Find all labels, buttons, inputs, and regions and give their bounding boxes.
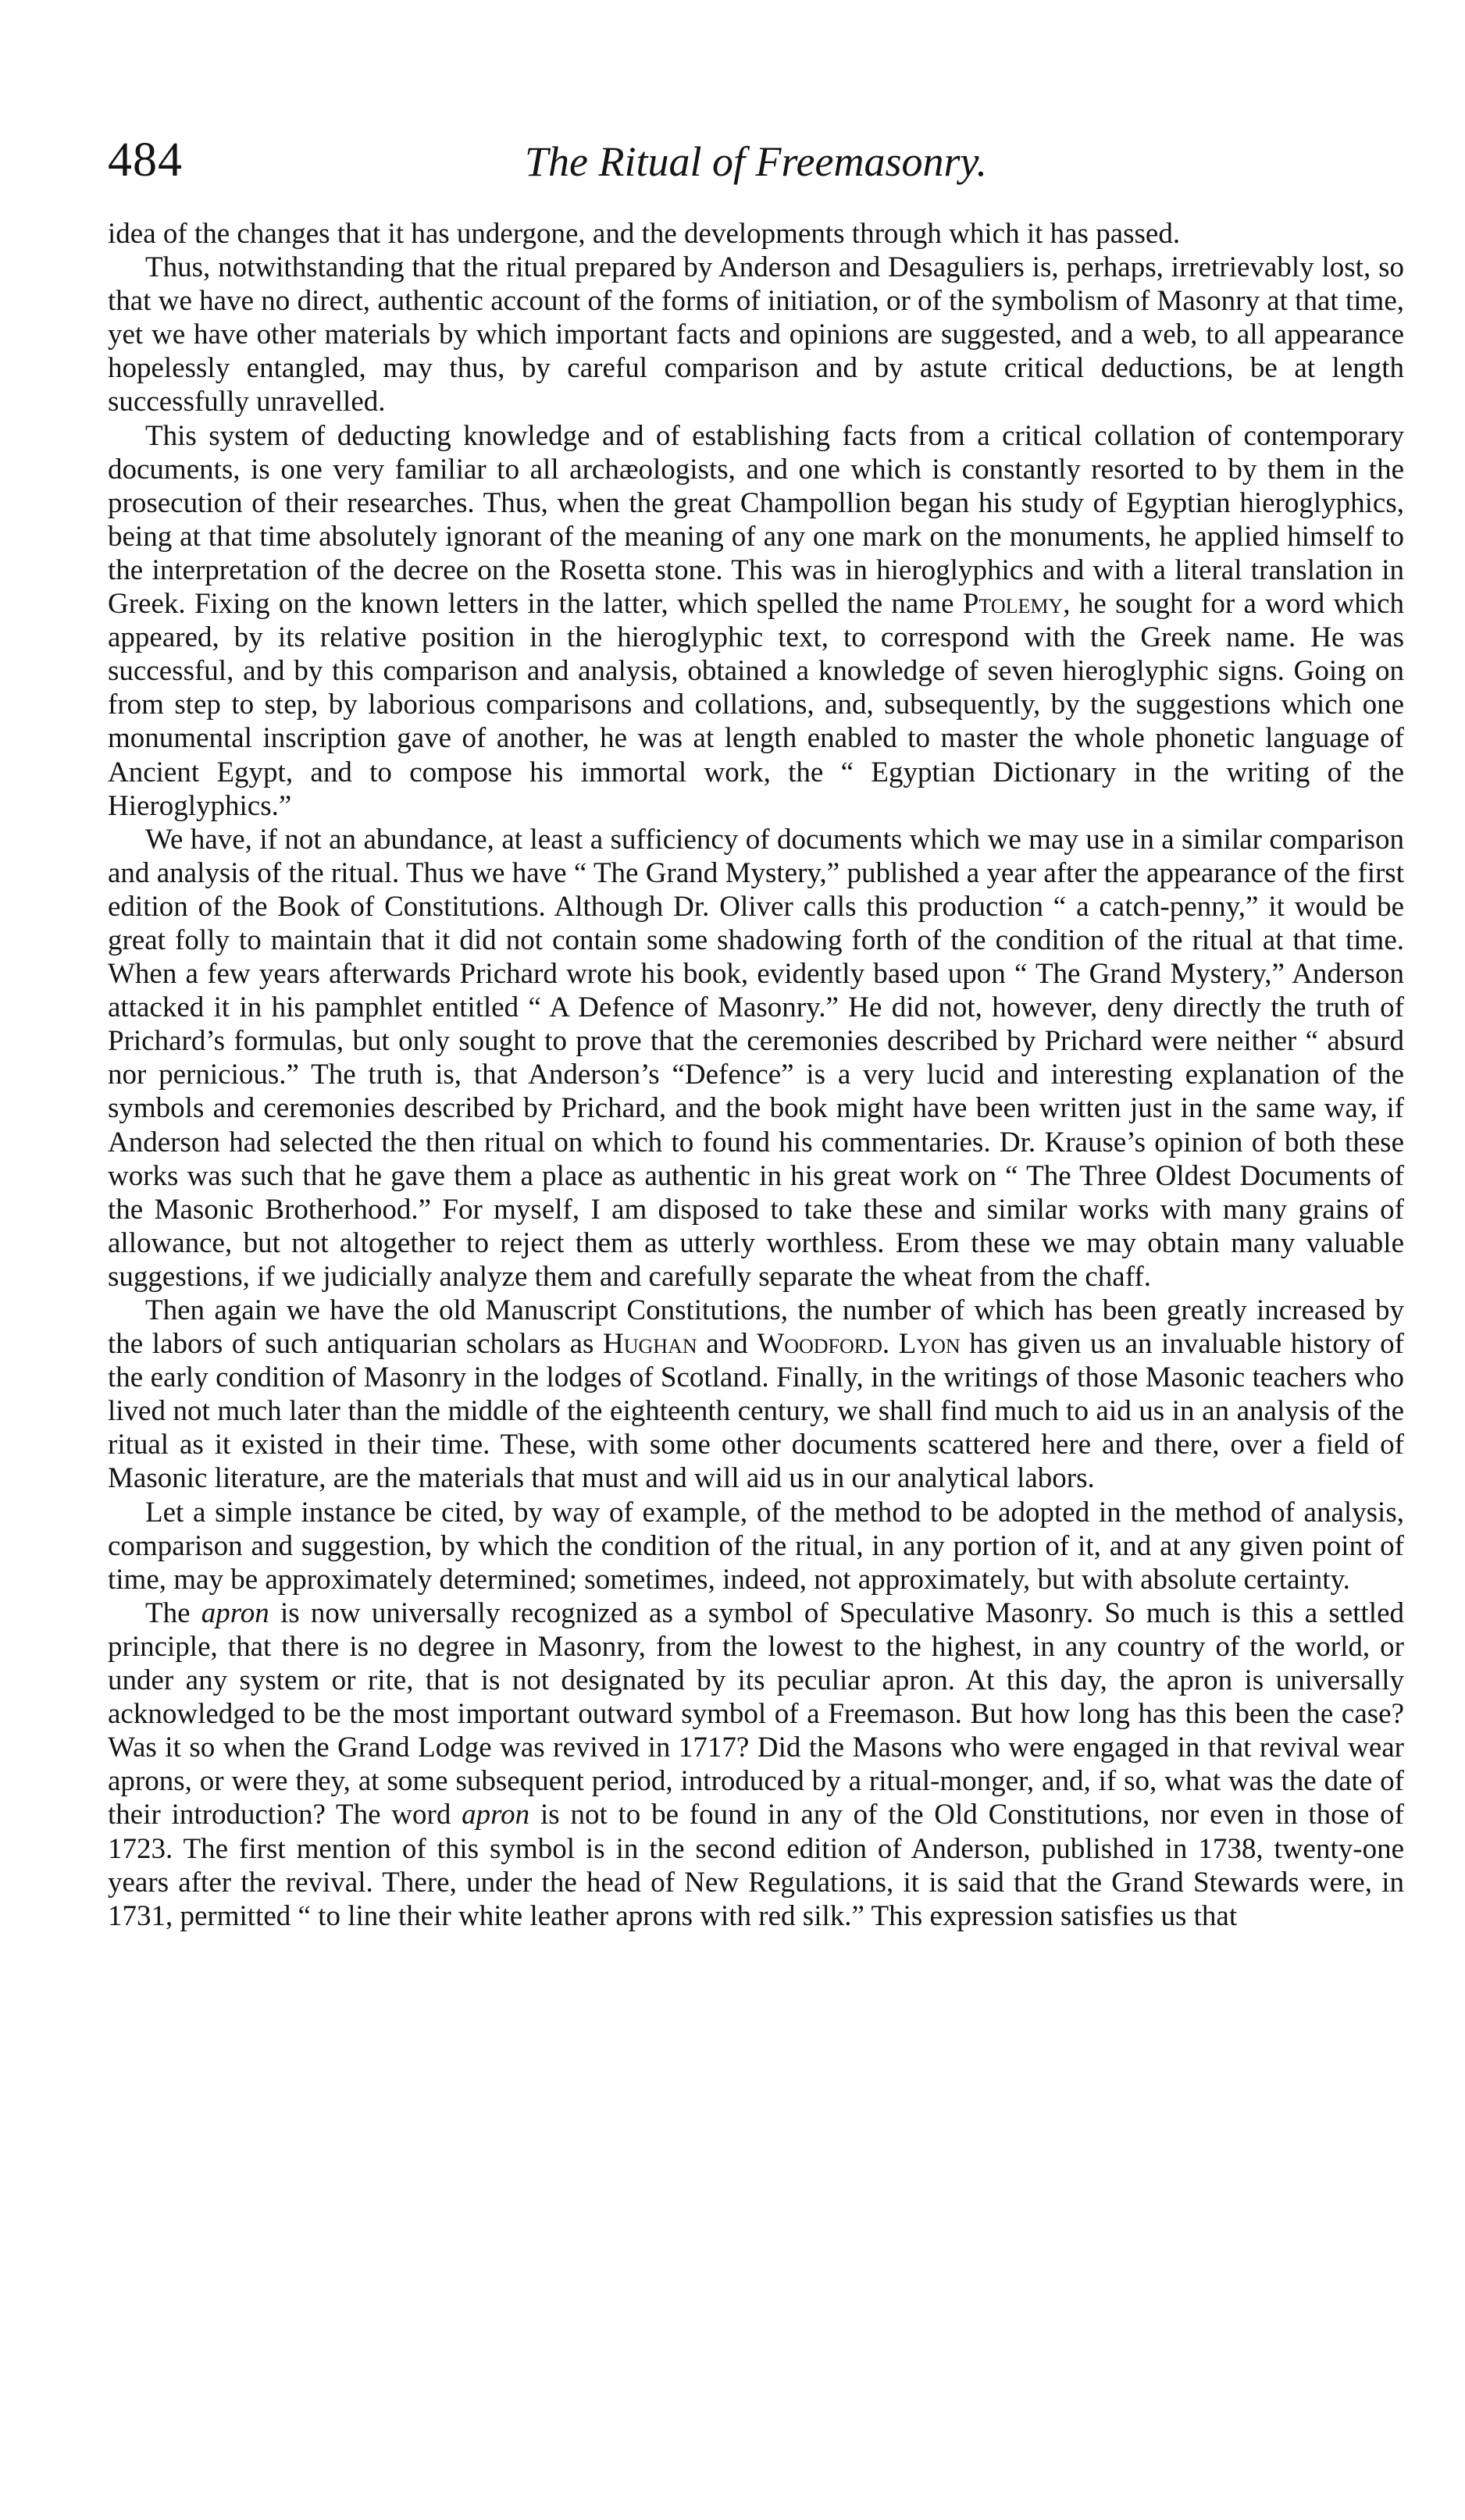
term-apron: apron <box>462 1799 530 1831</box>
paragraph-4: We have, if not an abundance, at least a sufficiency of documents which we may use in a similar comparison and analysis of the ritual. Thus we have “ The Grand Mystery,” published a year after the appearance of the first edition of the Book of Constitutions. Although Dr. Oliver calls this production “ a catch-penny,” it would be great folly to maintain that it did not contain some shadowing forth of the condition of the ritual at that time. When a few years afterwards Prichard wrote his book, evidently based upon “ The Grand Mystery,” Anderson attacked it in his pamphlet entitled “ A Defence of Masonry.” He did not, however, deny directly the truth of Prichard’s formulas, but only sought to prove that the ceremonies described by Prichard were neither “ absurd nor pernicious.” The truth is, that Anderson’s “Defence” is a very lucid and interesting explanation of the symbols and ceremonies described by Prichard, and the book might have been written just in the same way, if Anderson had selected the then ritual on which to found his commentaries. Dr. Krause’s opinion of both these works was such that he gave them a place as authentic in his great work on “ The Three Oldest Documents of the Masonic Brotherhood.” For myself, I am disposed to take these and similar works with many grains of allowance, but not altogether to reject them as utterly worthless. Erom these we may obtain many valuable suggestions, if we judicially analyze them and carefully separate the wheat from the chaff. <box>108 823 1404 1293</box>
paragraph-7: The apron is now universally recognized as a symbol of Speculative Masonry. So much is this a settled principle, that there is no degree in Masonry, from the lowest to the highest, in any country of the world, or under any system or rite, that is not designated by its peculiar apron. At this day, the apron is universally acknowledged to be the most important outward symbol of a Freemason. But how long has this been the case? Was it so when the Grand Lodge was revived in 1717? Did the Masons who were engaged in that revival wear aprons, or were they, at some subsequent period, introduced by a ritual-monger, and, if so, what was the date of their introduction? The word apron is not to be found in any of the Old Constitutions, nor even in those of 1723. The first mention of this symbol is in the second edition of Anderson, published in 1738, twenty-one years after the revival. There, under the head of New Regulations, it is said that the Grand Stewards were, in 1731, permitted “ to line their white leather aprons with red silk.” This expression satisfies us that <box>108 1596 1405 1932</box>
running-title: The Ritual of Freemasonry. <box>525 138 987 185</box>
name-lyon: Lyon <box>898 1328 961 1361</box>
running-head <box>108 133 1404 211</box>
paragraph-1: idea of the changes that it has undergone, and the developments through which it has passed. <box>108 218 1181 250</box>
page-number: 484 <box>108 133 183 187</box>
paragraph-6: Let a simple instance be cited, by way of example, of the method to be adopted in the method of analysis, comparison and suggestion, by which the condition of the ritual, in any portion of it, and at any given point of time, may be approximately determined; sometimes, indeed, not approximately, but with absolute certainty. <box>108 1496 1404 1596</box>
term-apron: apron <box>201 1596 269 1629</box>
paragraph-2: Thus, notwithstanding that the ritual prepared by Anderson and Desaguliers is, perhaps, irretrievably lost, so that we have no direct, authentic account of the forms of initiation, or of the symbolism of Masonry at that time, yet we have other materials by which important facts and opinions are suggested, and a web, to all appearance hopelessly entangled, may thus, by careful comparison and by astute critical deductions, be at length successfully unravelled. <box>108 251 1404 418</box>
paragraph-3: This system of deducting knowledge and of establishing facts from a critical collation of contemporary documents, is one very familiar to all archæologists, and one which is constantly resorted to by them in the prosecution of their researches. Thus, when the great Champollion began his study of Egyptian hieroglyphics, being at that time absolutely ignorant of the meaning of any one mark on the monuments, he applied himself to the interpretation of the decree on the Rosetta stone. This was in hieroglyphics and with a literal translation in Greek. Fixing on the known letters in the latter, which spelled the name Ptolemy, he sought for a word which appeared, by its relative position in the hieroglyphic text, to correspond with the Greek name. He was successful, and by this comparison and analysis, obtained a knowledge of seven hieroglyphic signs. Going on from step to step, by laborious comparisons and collations, and, subsequently, by the suggestions which one monumental inscription gave of another, he was at length enabled to master the whole phonetic language of Ancient Egypt, and to compose his immortal work, the “ Egyptian Dictionary in the writing of the Hieroglyphics.” <box>108 419 1404 822</box>
name-hughan: Hughan <box>603 1328 697 1361</box>
name-ptolemy: Ptolemy <box>962 588 1064 621</box>
body-text <box>108 217 1404 1933</box>
name-woodford: Woodford <box>757 1328 882 1361</box>
paragraph-5: Then again we have the old Manuscript Constitutions, the number of which has been greatly increased by the labors of such antiquarian scholars as Hughan and Woodford. Lyon has given us an invaluable history of the early condition of Masonry in the lodges of Scotland. Finally, in the writings of those Masonic teachers who lived not much later than the middle of the eighteenth century, we shall find much to aid us in an analysis of the ritual as it existed in their time. These, with some other documents scattered here and there, over a field of Masonic literature, are the materials that must and will aid us in our analytical labors. <box>108 1294 1404 1495</box>
book-page <box>108 133 1404 1933</box>
